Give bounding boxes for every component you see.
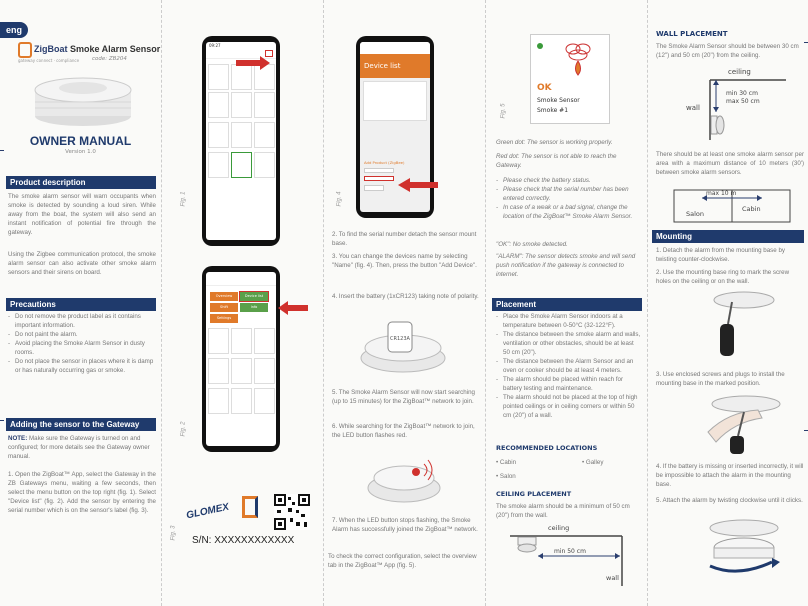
zigboat-logo-icon <box>18 42 32 58</box>
smoke-fire-icon <box>561 41 595 77</box>
device-tile[interactable] <box>231 358 252 384</box>
list-item: - Do not remove the product label as it contains important information. <box>8 312 156 330</box>
mount-step1: 1. Detach the alarm from the mounting base by twisting counter-clockwise. <box>656 247 785 263</box>
add-product-label: Add Product (ZigBee) <box>364 160 405 165</box>
column-cover <box>0 0 161 606</box>
language-tab: eng <box>0 22 28 38</box>
adding-heading: Adding the sensor to the Gateway <box>6 418 156 431</box>
device-table <box>363 81 427 121</box>
min-50-label: min 50 cm <box>554 548 586 555</box>
area-text: There should be at least one smoke alarm sensor per area with a maximum distance of 10 meters (30') between smoke alarm sensors. <box>656 151 804 176</box>
edge-tick <box>804 42 808 43</box>
phone-screen <box>206 42 276 240</box>
check-configuration: To check the correct configuration, select the overview tab in the ZigBoat™ App (fig. 5). <box>328 553 477 569</box>
mount-step4: 4. If the battery is missing or inserted incorrectly, it will be impossible to attach the alarm in the mounting base. <box>656 463 804 488</box>
placement-list <box>496 312 642 420</box>
list-item: - Please check the battery status. <box>496 176 642 185</box>
product-description-p1: The smoke alarm sensor will warn occupants when smoke is detected by sounding a loud siren. While away from the boat, the system will also send an instant notification of potential fire through the gateway. <box>8 193 156 236</box>
menu-info[interactable]: Info <box>240 303 268 312</box>
app-header <box>206 272 276 286</box>
status-time: 09:27 <box>209 43 221 48</box>
menu-shift[interactable]: Shift <box>210 303 238 312</box>
fig2-label: Fig. 2 <box>180 421 187 437</box>
note-label: NOTE: <box>8 435 28 442</box>
device-tile[interactable] <box>231 92 252 118</box>
rec-galley-label: Galley <box>585 459 604 466</box>
recommended-heading: RECOMMENDED LOCATIONS <box>496 444 598 452</box>
adding-step1: 1. Open the ZigBoat™ App, select the Gateway in the ZB Gateways menu, waiting a few seconds, then select the menu button on the top right (fig. 1). Select "Device list" (fig. 2). Add the sensor by entering the serial number which is on the sensor's label (fig. 3). <box>8 471 156 514</box>
list-item: - The distance between the Alarm Sensor and an oven or cooker should be at least 4 meters. <box>496 357 642 375</box>
max-10-label: max 10 m <box>706 190 737 197</box>
device-tile[interactable] <box>254 122 275 148</box>
rec-cabin-label: Cabin <box>499 459 517 466</box>
salon-label: Salon <box>686 210 705 218</box>
ceiling-placement-heading: CEILING PLACEMENT <box>496 490 572 498</box>
fig5-label: Fig. 5 <box>500 103 507 119</box>
device-tile[interactable] <box>208 64 229 90</box>
step7: 7. When the LED button stops flashing, the Smoke Alarm has successfully joined the ZigBoat™ network. <box>332 517 478 533</box>
glomex-logo: GLOMEX <box>185 501 231 522</box>
step4: 4. Insert the battery (1xCR123) taking note of polarity. <box>332 293 479 300</box>
brand-logo-text: ZigBoat <box>34 44 68 54</box>
device-tile[interactable] <box>231 328 252 354</box>
app-header <box>360 42 430 54</box>
phone-fig2 <box>202 266 280 452</box>
device-tile[interactable] <box>208 92 229 118</box>
menu-settings[interactable]: Settings <box>210 314 238 323</box>
device-tile[interactable] <box>208 328 229 354</box>
product-name: Smoke Alarm Sensor <box>70 44 161 54</box>
column-setup <box>324 0 485 606</box>
column-app-screens <box>162 0 323 606</box>
screwdriver-marking-image <box>688 290 778 362</box>
red-arrow-icon <box>398 178 438 192</box>
product-description-p2: Using the Zigbee communication protocol, the smoke alarm sensor can also activate other smoke alarm sensors and their sirens on board. <box>8 251 156 276</box>
mount-step3: 3. Use enclosed screws and plugs to install the mounting base in the marked position. <box>656 371 785 387</box>
device-tile[interactable] <box>254 328 275 354</box>
attach-alarm-image <box>688 518 788 582</box>
ok-note: "OK": No smoke detected. <box>496 241 568 248</box>
wall-placement-heading: WALL PLACEMENT <box>656 30 728 38</box>
step3: 3. You can change the devices name by selecting "Name" (fig. 4). Then, press the button "Add Device". <box>332 253 477 269</box>
manual-title: OWNER MANUAL <box>29 134 132 148</box>
precautions-list <box>8 312 156 375</box>
rec-salon-label: Salon <box>499 473 516 480</box>
brand-tagline: gateway connect · compliance <box>18 58 80 63</box>
device-tile[interactable] <box>254 92 275 118</box>
fig3-label: Fig. 3 <box>170 525 177 541</box>
wall-label: wall <box>606 574 619 582</box>
mount-step2: 2. Use the mounting base ring to mark the screw holes on the ceiling or on the wall. <box>656 269 790 285</box>
device-tile[interactable] <box>231 152 252 178</box>
device-tile[interactable] <box>254 358 275 384</box>
edge-tick <box>0 420 4 421</box>
led-flashing-image <box>364 454 444 506</box>
alarm-note: "ALARM": The sensor detects smoke and will send push notification if the gateway is connected to internet. <box>496 253 636 278</box>
placement-heading: Placement <box>492 298 642 311</box>
device-tile[interactable] <box>254 152 275 178</box>
device-tile[interactable] <box>231 388 252 414</box>
version: Version 1.0 <box>65 149 96 155</box>
red-dot-note: Red dot: The sensor is not able to reach the Gateway. <box>496 153 617 169</box>
device-tile[interactable] <box>208 152 229 178</box>
red-arrow-icon <box>278 301 308 315</box>
ceiling-label: ceiling <box>548 524 570 532</box>
green-dot-icon <box>537 43 543 49</box>
smoke-sensor-image <box>28 68 138 128</box>
device-tile[interactable] <box>208 122 229 148</box>
fig4-label: Fig. 4 <box>336 191 343 207</box>
rec-galley: • Galley <box>582 459 604 466</box>
menu-device-list[interactable]: Device list <box>240 292 268 301</box>
step5: 5. The Smoke Alarm Sensor will now start searching (up to 15 minutes) for the ZigBoat™ network to join. <box>332 389 475 405</box>
rec-cabin: • Cabin <box>496 459 517 466</box>
step6: 6. While searching for the ZigBoat™ network to join, the LED button flashes red. <box>332 423 475 439</box>
list-item: - Do not paint the alarm. <box>8 330 156 339</box>
device-tile[interactable] <box>208 358 229 384</box>
edge-tick <box>0 150 4 151</box>
step2: 2. To find the serial number detach the sensor mount base. <box>332 231 477 247</box>
list-item: - Please check that the serial number has been entered correctly. <box>496 185 642 203</box>
qr-code-icon <box>274 494 310 530</box>
list-item: - The alarm should not be placed at the top of high pointed ceilings or in ceiling corners or within 50 cm (20") of a wall. <box>496 393 642 420</box>
serial-number: S/N: XXXXXXXXXXXX <box>192 535 295 546</box>
max-50-label: max 50 cm <box>726 98 760 105</box>
device-tile[interactable] <box>254 388 275 414</box>
sensor-name: Smoke Sensor <box>537 97 580 104</box>
ceiling-label: ceiling <box>728 68 751 76</box>
mount-step5: 5. Attach the alarm by twisting clockwise until it clicks. <box>656 497 803 504</box>
device-tile[interactable] <box>231 122 252 148</box>
fig1-label: Fig. 1 <box>180 191 187 207</box>
edge-tick <box>804 430 808 431</box>
check-list <box>496 176 642 221</box>
sensor-number: Smoke #1 <box>537 107 569 114</box>
list-item: - The alarm should be placed within reach for battery testing and maintenance. <box>496 375 642 393</box>
column-status <box>486 0 647 606</box>
mounting-base-install-image <box>688 392 788 456</box>
list-item: - Place the Smoke Alarm Sensor indoors at a temperature between 0-50°C (32-122°F). <box>496 312 642 330</box>
list-item: - Do not place the sensor in places where it is damp or has naturally occurring gas or smoke. <box>8 357 156 375</box>
serial-input[interactable] <box>364 168 394 173</box>
device-tile[interactable] <box>208 388 229 414</box>
ceiling-placement-text: The smoke alarm should be a minimum of 50 cm (20") from the wall. <box>496 503 630 519</box>
name-input[interactable] <box>364 176 394 181</box>
adding-note <box>8 434 156 461</box>
wall-label: wall <box>686 104 700 112</box>
note-text: Make sure the Gateway is turned on and configured; for more details see the Gateway owner manual. <box>8 435 150 460</box>
battery-label: CR123A <box>390 336 410 342</box>
precautions-heading: Precautions <box>6 298 156 311</box>
mounting-heading: Mounting <box>652 230 804 243</box>
menu-overview[interactable]: Overview <box>210 292 238 301</box>
add-device-button[interactable] <box>364 185 384 191</box>
status-ok: OK <box>537 83 552 93</box>
list-item: - In case of a weak or a bad signal, change the location of the ZigBoat™ Smoke Alarm Sensor. <box>496 203 642 221</box>
min-30-label: min 30 cm <box>726 90 758 97</box>
red-arrow-icon <box>236 56 272 70</box>
green-dot-note: Green dot: The sensor is working properly. <box>496 139 613 146</box>
product-code: code: ZB204 <box>92 56 127 62</box>
list-item: - Avoid placing the Smoke Alarm Sensor in dusty rooms. <box>8 339 156 357</box>
cabin-label: Cabin <box>742 205 761 213</box>
status-tile[interactable] <box>530 34 610 124</box>
battery-install-image <box>358 318 448 374</box>
product-description-heading: Product description <box>6 176 156 189</box>
phone-screen <box>206 272 276 446</box>
z-logo-icon <box>242 496 258 518</box>
rec-salon: • Salon <box>496 473 516 480</box>
device-list-title: Device list <box>360 54 430 78</box>
wall-placement-text: The Smoke Alarm Sensor should be between 30 cm (12") and 50 cm (20") from the ceiling. <box>656 43 799 59</box>
column-mounting <box>648 0 808 606</box>
list-item: - The distance between the smoke alarm and walls, ventilation or other obstacles, should be at least 50 cm (20"). <box>496 330 642 357</box>
